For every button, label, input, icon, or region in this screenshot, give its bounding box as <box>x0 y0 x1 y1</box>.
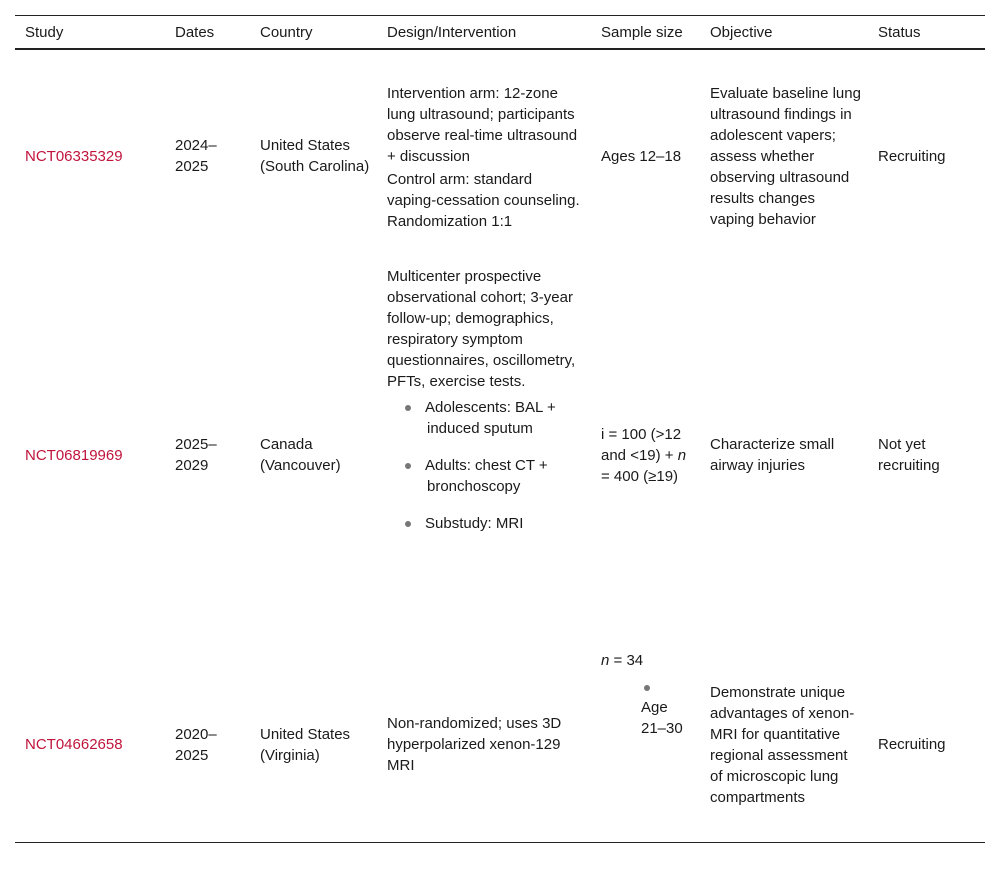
study-cell <box>15 648 165 842</box>
design-control-arm: Control arm: standard vaping-cessation counseling. Randomization 1:1 <box>387 170 580 230</box>
study-link[interactable]: NCT06335329 <box>25 147 123 165</box>
sample-cell: Ages 12–18 <box>601 147 682 165</box>
bullet-icon <box>405 405 411 411</box>
design-cell: Non-randomized; uses 3D hyperpolarized xenon-129 MRI <box>377 648 591 842</box>
sample-cell: n = 34 Age 21–30 <box>591 648 700 842</box>
list-item: Adults: chest CT + bronchoscopy <box>387 455 585 497</box>
header-study: Study <box>15 16 165 50</box>
header-sample-size: Sample size <box>591 16 700 50</box>
list-item: Adolescents: BAL + induced sputum <box>387 397 585 439</box>
objective-cell: Demonstrate unique advantages of xenon-MRI for quantitative regional assessment of microscopic lung compartments <box>700 648 868 842</box>
list-item: Substudy: MRI <box>387 513 585 534</box>
country-cell: United States (Virginia) <box>250 648 377 842</box>
country-cell: Canada (Vancouver) <box>260 436 341 474</box>
design-cell <box>377 262 591 648</box>
header-status: Status <box>868 16 985 50</box>
status-cell: Recruiting <box>868 648 985 842</box>
study-link[interactable]: NCT06819969 <box>25 446 123 464</box>
country-cell: United States (South Carolina) <box>260 137 370 175</box>
header-dates: Dates <box>165 16 250 50</box>
table-row <box>15 262 985 648</box>
header-design: Design/Intervention <box>377 16 591 50</box>
bullet-icon <box>644 685 650 691</box>
design-intervention-arm: Intervention arm: 12-zone lung ultrasound; participants observe real-time ultrasound + discussion <box>387 84 578 165</box>
objective-cell: Evaluate baseline lung ultrasound findings in adolescent vapers; assess whether observing ultrasound results changes vaping behavior <box>710 84 861 228</box>
design-bullet-list <box>387 397 585 534</box>
sample-cell: i = 100 (>12 and <19) + n = 400 (≥19) <box>601 425 687 485</box>
sample-bullet: Age 21–30 <box>601 676 694 739</box>
table-header-row <box>15 16 985 50</box>
bullet-icon <box>405 521 411 527</box>
status-cell: Recruiting <box>878 147 946 165</box>
header-country: Country <box>250 16 377 50</box>
clinical-trials-table <box>15 15 985 843</box>
study-link[interactable]: NCT04662658 <box>25 736 123 754</box>
dates-cell: 2025–2029 <box>175 436 217 474</box>
table-row <box>15 49 985 262</box>
objective-cell: Characterize small airway injuries <box>710 436 835 474</box>
design-description: Multicenter prospective observational cohort; 3-year follow-up; demographics, respiratory symptom questionnaires, oscillometry, PFTs, exercise tests. <box>387 268 576 390</box>
bullet-icon <box>405 463 411 469</box>
study-cell <box>15 262 165 648</box>
status-cell: Not yet recruiting <box>878 436 940 474</box>
header-objective: Objective <box>700 16 868 50</box>
dates-cell: 2024–2025 <box>175 137 217 175</box>
study-cell <box>15 49 165 262</box>
dates-cell: 2020–2025 <box>165 648 250 842</box>
design-cell <box>377 49 591 262</box>
table-row <box>15 648 985 842</box>
